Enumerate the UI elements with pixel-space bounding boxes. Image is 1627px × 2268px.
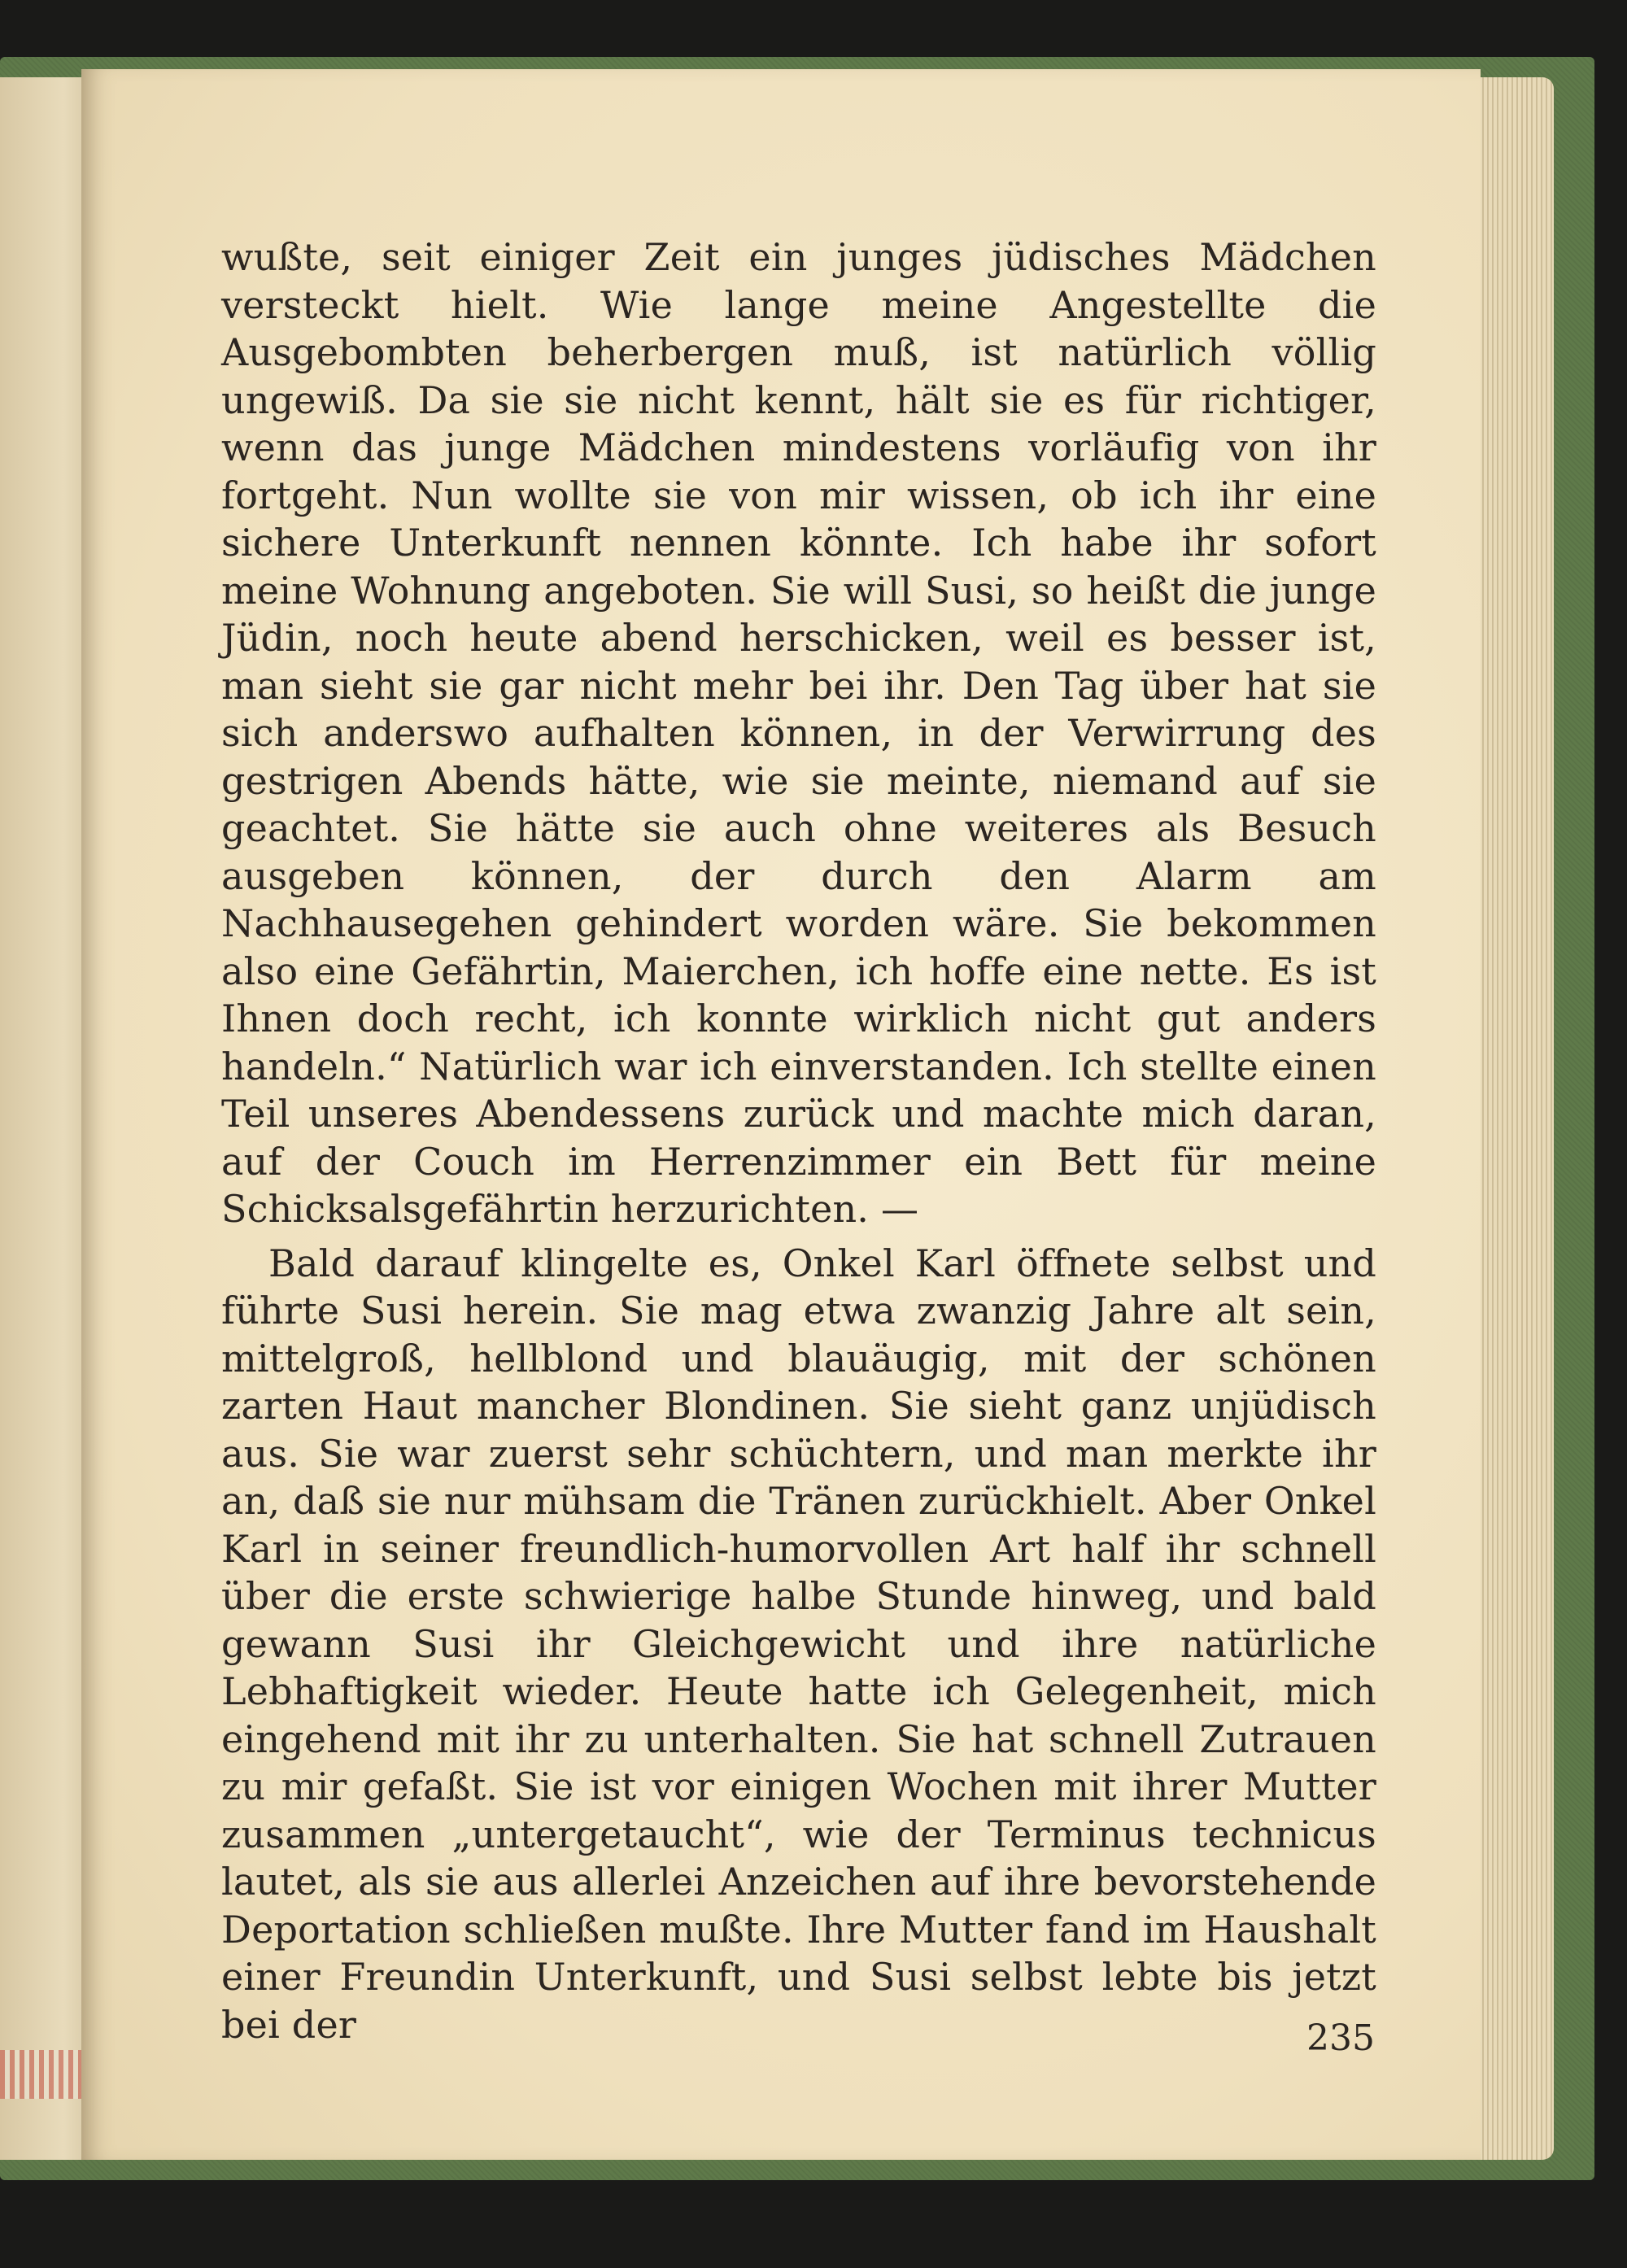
paragraph-1: wußte, seit einiger Zeit ein junges jüdisches Mädchen versteckt hielt. Wie lange meine Angestellte die Ausgebombten beherbergen muß, ist natürlich völlig ungewiß. Da sie sie nicht kennt, hält sie es für richtiger, wenn das junge Mädchen mindestens vorläufig von ihr fortgeht. Nun wollte sie von mir wissen, ob ich ihr eine sichere Unterkunft nennen könnte. Ich habe ihr sofort meine Wohnung angeboten. Sie will Susi, so heißt die junge Jüdin, noch heute abend herschicken, weil es besser ist, man sieht sie gar nicht mehr bei ihr. Den Tag über hat sie sich anderswo aufhalten können, in der Verwirrung des gestrigen Abends hätte, wie sie meinte, niemand auf sie geachtet. Sie hätte sie auch ohne weiteres als Besuch ausgeben können, der durch den Alarm am Nachhausegehen gehindert worden wäre. Sie bekommen also eine Gefährtin, Maierchen, ich hoffe eine nette. Es ist Ihnen doch recht, ich konnte wirklich nicht gut anders handeln.“ Natürlich war ich einverstanden. Ich stellte einen Teil unseres Abendessens zurück und machte mich daran, auf der Couch im Herrenzimmer ein Bett für meine Schicksalsgefährtin herzurichten. — — [221, 235, 1376, 1231]
page-number: 235 — [1306, 2017, 1375, 2059]
paragraph-2: Bald darauf klingelte es, Onkel Karl öffnete selbst und führte Susi herein. Sie mag etwa zwanzig Jahre alt sein, mittelgroß, hellblond und blauäugig, mit der schönen zarten Haut mancher Blondinen. Sie sieht ganz unjüdisch aus. Sie war zuerst sehr schüchtern, und man merkte ihr an, daß sie nur mühsam die Tränen zurückhielt. Aber Onkel Karl in seiner freundlich-humorvollen Art half ihr schnell über die erste schwierige halbe Stunde hinweg, und bald gewann Susi ihr Gleichgewicht und ihre natürliche Lebhaftigkeit wieder. Heute hatte ich Gelegenheit, mich eingehend mit ihr zu unterhalten. Sie hat schnell Zutrauen zu mir gefaßt. Sie ist vor einigen Wochen mit ihrer Mutter zusammen „untergetaucht“, wie der Terminus technicus lautet, als sie aus allerlei Anzeichen auf ihre bevorstehende Deportation schließen mußte. Ihre Mutter fand im Haushalt einer Freundin Unterkunft, und Susi selbst lebte bis jetzt bei der — [221, 1241, 1376, 2047]
body-text — [221, 233, 1376, 2048]
book-page — [81, 69, 1481, 2160]
